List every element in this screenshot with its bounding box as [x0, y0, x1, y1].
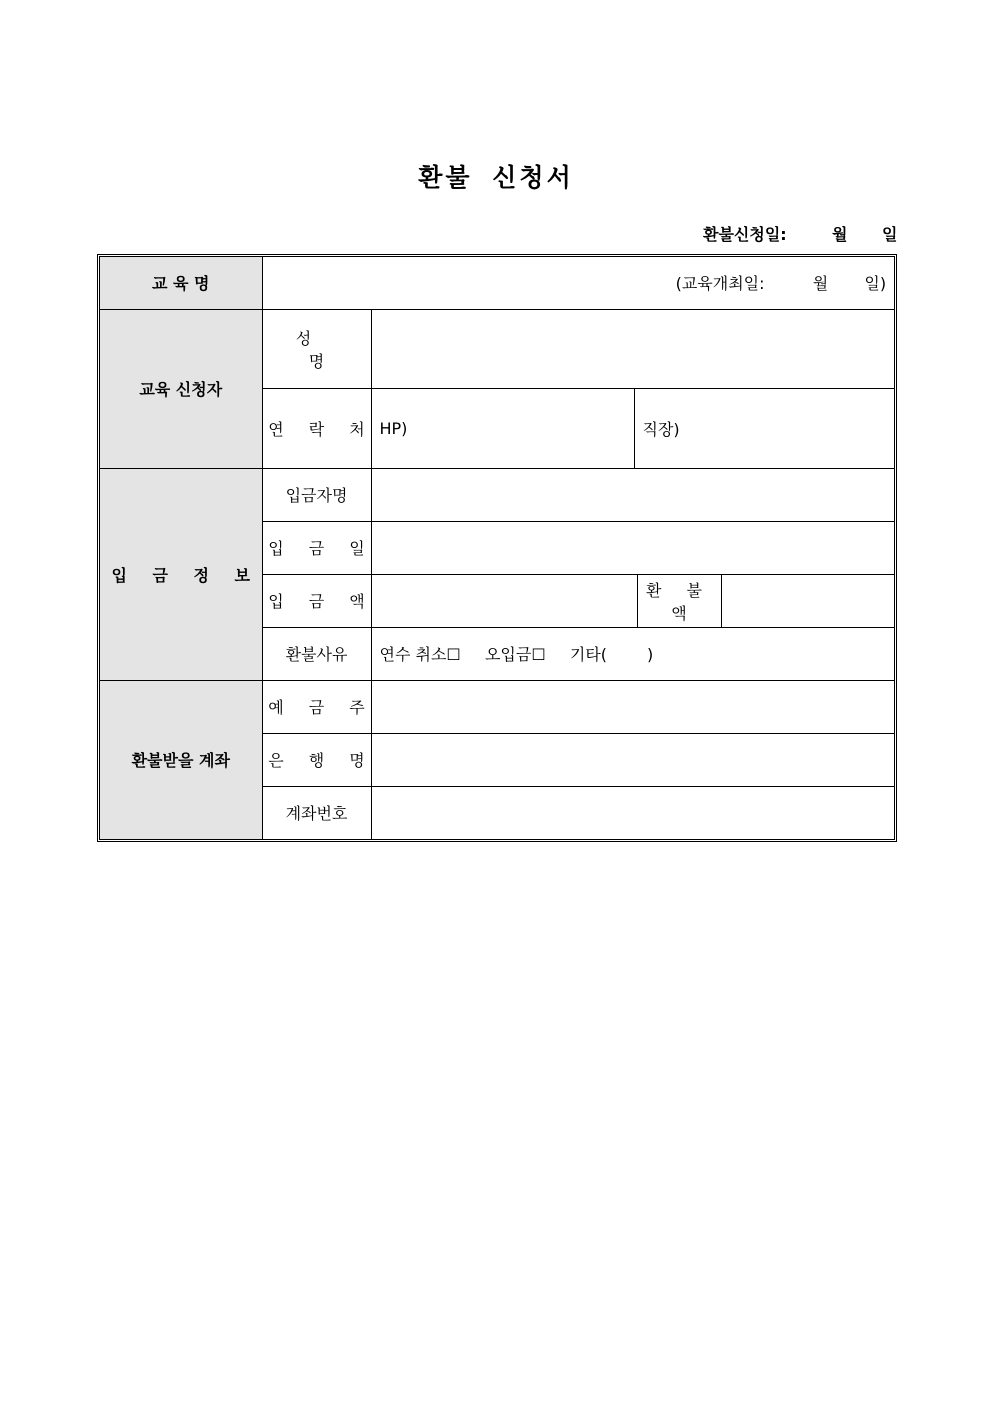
name-label-cell [262, 309, 371, 388]
course-name-field[interactable] [262, 257, 894, 309]
reason-wrong-deposit-checkbox[interactable]: ☐ [531, 645, 546, 664]
account-number-label-cell [262, 786, 371, 839]
refund-reason-label-cell [262, 627, 371, 680]
deposit-date-label-cell [262, 521, 375, 574]
contact-label-cell [262, 388, 375, 468]
deposit-section-label: 입 금 정 보 [111, 565, 261, 585]
course-label: 교 육 명 [151, 274, 210, 294]
reason-other-close: ) [647, 645, 654, 664]
refund-account-section-cell [100, 680, 262, 839]
hp-field[interactable] [371, 388, 634, 468]
course-label-cell [100, 257, 262, 309]
name-label: 성 명 [295, 328, 351, 371]
hp-prefix: HP) [379, 418, 408, 438]
work-prefix: 직장) [642, 419, 680, 439]
account-holder-field[interactable] [371, 680, 894, 733]
reason-cancel-checkbox[interactable]: ☐ [446, 645, 461, 664]
request-date-line [600, 222, 898, 246]
deposit-amount-field[interactable] [371, 574, 637, 627]
bank-field[interactable] [371, 733, 894, 786]
refund-form-frame [97, 254, 897, 842]
held-date-open: (교육개최일: [675, 274, 765, 294]
account-holder-row [100, 680, 894, 733]
applicant-section-label: 교육 신청자 [139, 380, 223, 399]
deposit-date-field[interactable] [371, 521, 894, 574]
applicant-section-cell [100, 309, 262, 468]
refund-amount-field[interactable] [721, 574, 894, 627]
bank-label-cell [262, 733, 375, 786]
document-title: 환불 신청서 [418, 163, 574, 192]
account-holder-label-cell [262, 680, 375, 733]
request-date-day: 일 [882, 225, 898, 244]
work-phone-field[interactable] [634, 388, 894, 468]
refund-reason-options [371, 627, 894, 680]
refund-amount-label: 환 불 액 [646, 580, 712, 623]
deposit-amount-label: 입 금 액 [268, 592, 375, 611]
depositor-label: 입금자명 [285, 486, 348, 505]
refund-account-section-label: 환불받을 계좌 [131, 751, 230, 770]
deposit-section-cell [100, 468, 262, 680]
account-number-field[interactable] [371, 786, 894, 839]
applicant-name-row [100, 309, 894, 388]
refund-amount-label-cell [637, 574, 721, 627]
request-date-month: 월 [832, 225, 848, 244]
bank-label: 은 행 명 [268, 751, 375, 770]
account-number-label: 계좌번호 [285, 804, 348, 824]
account-holder-label: 예 금 주 [268, 698, 375, 717]
depositor-label-cell [262, 468, 371, 521]
held-date-month: 월 [812, 274, 829, 294]
contact-label: 연 락 처 [268, 419, 375, 439]
course-row [100, 257, 894, 309]
reason-other-label: 기타( [569, 645, 608, 664]
refund-reason-label: 환불사유 [285, 645, 348, 664]
depositor-field[interactable] [371, 468, 894, 521]
refund-form-table [100, 257, 894, 840]
reason-cancel-label: 연수 취소 [379, 645, 447, 664]
deposit-amount-label-cell [262, 574, 375, 627]
reason-wrong-deposit-label: 오입금 [484, 645, 532, 664]
name-field[interactable] [371, 309, 894, 388]
deposit-date-label: 입 금 일 [268, 539, 375, 558]
request-date-label: 환불신청일: [703, 225, 787, 244]
depositor-row [100, 468, 894, 521]
held-date-day: 일) [864, 274, 887, 294]
